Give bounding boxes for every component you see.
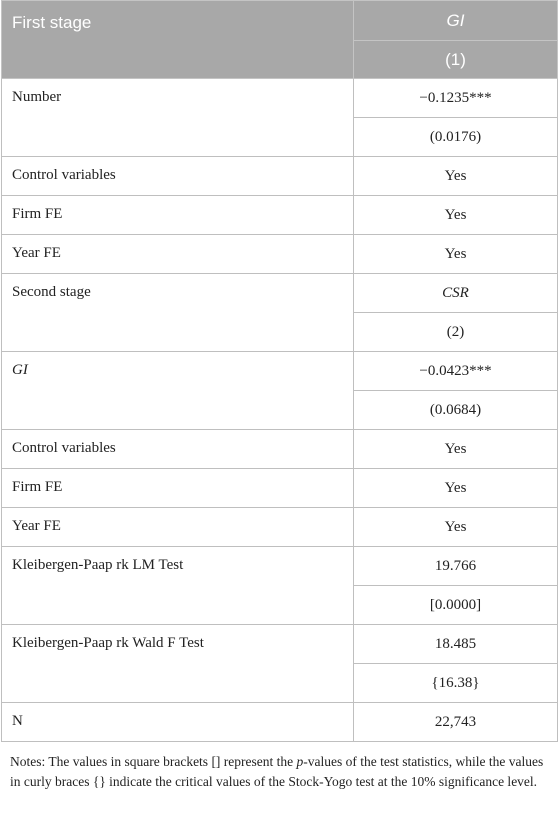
regression-table (1, 0, 558, 742)
year-fe-value: Yes (354, 508, 558, 547)
gi-coefficient: −0.0423*** (354, 352, 558, 391)
gi-column-header: GI (354, 1, 558, 41)
notes-text-suffix: -values of the test statistics, while the values in curly braces {} indicate the critical values of the Stock-Yogo test at the 10% significance level. (10, 754, 544, 789)
year-fe-value: Yes (354, 235, 558, 274)
csr-column-header: CSR (354, 274, 558, 313)
control-variables-value: Yes (354, 157, 558, 196)
kp-lm-test-p-value: [0.0000] (354, 586, 558, 625)
column-number-header: (1) (354, 41, 558, 79)
kp-wald-test-statistic: 18.485 (354, 625, 558, 664)
first-stage-header: First stage (2, 1, 354, 79)
kp-wald-critical-value: {16.38} (354, 664, 558, 703)
number-coefficient: −0.1235*** (354, 79, 558, 118)
second-column-number: (2) (354, 313, 558, 352)
notes-text-prefix: Notes: The values in square brackets [] represent the (10, 754, 297, 769)
number-std-error: (0.0176) (354, 118, 558, 157)
firm-fe-label: Firm FE (2, 469, 354, 508)
table-notes (10, 752, 548, 792)
gi-std-error: (0.0684) (354, 391, 558, 430)
control-variables-label: Control variables (2, 157, 354, 196)
firm-fe-label: Firm FE (2, 196, 354, 235)
year-fe-label: Year FE (2, 235, 354, 274)
control-variables-label: Control variables (2, 430, 354, 469)
notes-p-italic: p (296, 754, 304, 769)
control-variables-value: Yes (354, 430, 558, 469)
kp-lm-test-label: Kleibergen-Paap rk LM Test (2, 547, 354, 625)
gi-label: GI (2, 352, 354, 430)
kp-wald-test-label: Kleibergen-Paap rk Wald F Test (2, 625, 354, 703)
kp-lm-test-statistic: 19.766 (354, 547, 558, 586)
firm-fe-value: Yes (354, 196, 558, 235)
second-stage-label: Second stage (2, 274, 354, 352)
n-label: N (2, 703, 354, 742)
firm-fe-value: Yes (354, 469, 558, 508)
number-label: Number (2, 79, 354, 157)
year-fe-label: Year FE (2, 508, 354, 547)
n-value: 22,743 (354, 703, 558, 742)
